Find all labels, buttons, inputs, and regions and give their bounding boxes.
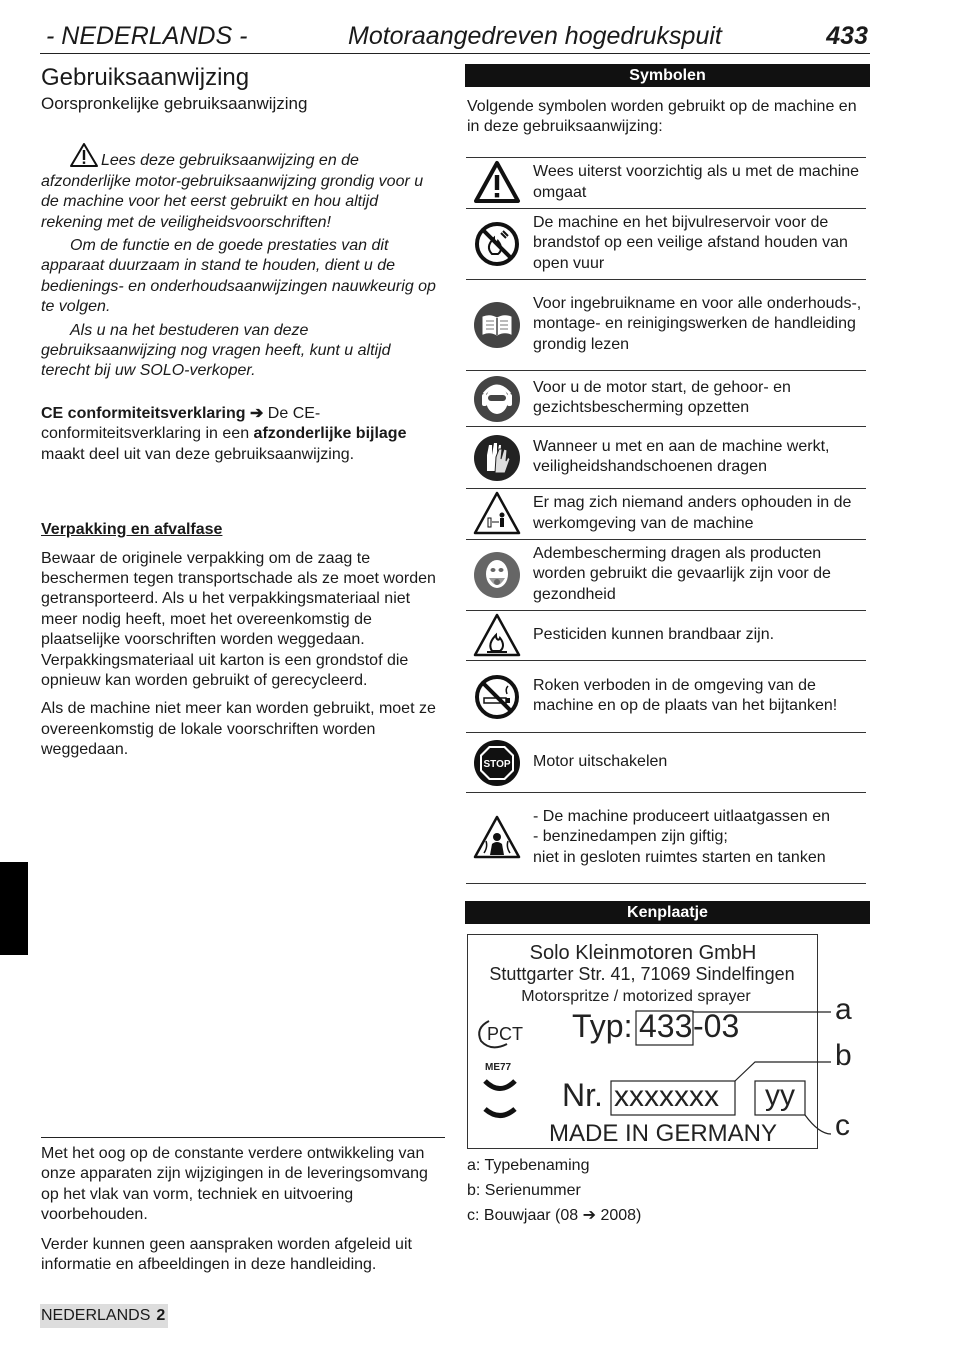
packaging-title: Verpakking en afvalfase [41, 521, 223, 539]
plate-cert-code: ME77 [485, 1062, 512, 1073]
ce-label: CE conformiteitsverklaring [41, 404, 246, 422]
safety-gloves-icon [466, 433, 528, 483]
symbol-description: Wees uiterst voorzichtig als u met de machine omgaat [533, 163, 860, 201]
header-model-number: 433 [826, 22, 868, 50]
callout-line-c [805, 1115, 831, 1134]
ce-text-1: De CE-conformiteitsverklaring in een [41, 404, 321, 443]
symbol-row [466, 209, 866, 280]
warning-triangle-icon [466, 158, 528, 208]
symbol-description: Roken verboden in de omgeving van de machine en op de plaats van het bijtanken! [533, 676, 838, 714]
pct-cert-icon [479, 1021, 523, 1047]
safety-notice [41, 142, 436, 233]
plate-serial: xxxxxxx [614, 1080, 719, 1113]
symbol-description: De machine en het bijvulreservoir voor de brandstof op een veilige afstand houden van open vuur [533, 213, 848, 272]
safety-notice-text-3: Als u na het bestuderen van deze gebruiksaanwijzing nog vragen heeft, kunt u altijd terecht bij uw SOLO-verkoper. [41, 321, 391, 380]
symbol-row [466, 661, 866, 733]
ear-face-protection-icon [466, 374, 528, 424]
legend-item: a: Typebenaming [467, 1157, 590, 1174]
ce-bold-text: afzonderlijke bijlage [253, 425, 407, 443]
keep-distance-icon [466, 489, 528, 539]
toxic-fumes-icon [466, 813, 528, 863]
symbol-row [466, 611, 866, 661]
symbol-description: Wanneer u met en aan de machine werkt, veiligheidshandschoenen dragen [533, 437, 830, 475]
left-column [41, 64, 436, 761]
symbol-row [466, 733, 866, 793]
symbol-description: Voor ingebruikname en voor alle onderhouds-, montage- en reinigingswerken de handleiding grondig lezen [533, 294, 862, 353]
page-header [40, 22, 870, 54]
symbol-description: Pesticiden kunnen brandbaar zijn. [533, 625, 775, 643]
nameplate-drawing [467, 934, 867, 1154]
flammable-icon [466, 611, 528, 661]
stop-label: STOP [483, 758, 511, 770]
header-language: - NEDERLANDS - [46, 22, 248, 50]
section-heading: Gebruiksaanwijzing [41, 64, 250, 91]
packaging-paragraph-1: Bewaar de originele verpakking om de zaag te beschermen tegen transportschade als ze moet worden getransporteerd. Als u het verpakkingsmateriaal niet meer nodig heeft, moet het overeenkomstig de plaatselijke voorschriften worden weggedaan. Verpakkingsmateriaal uit karton is een grondstof die opnieuw kan worden gebruikt of gerecycleerd. [41, 549, 436, 689]
recycling-icon [485, 1081, 515, 1116]
symbols-section-title: Symbolen [465, 64, 870, 87]
disclaimer-paragraph-1: Met het oog op de constante verdere ontwikkeling van onze apparaten zijn wijzigingen in de leveringsomvang op het vlak van vorm, techniek en uitvoering voorbehouden. [41, 1145, 428, 1224]
footer-language: NEDERLANDS [41, 1307, 151, 1324]
disclaimer-note [41, 1137, 445, 1275]
stop-sign-icon [466, 738, 528, 788]
safety-notice-text-2: Om de functie en de goede prestaties van dit apparaat duurzaam in stand te houden, dient u de bedienings- en onderhoudsaanwijzingen nauwkeurig op te volgen. [41, 237, 436, 316]
nameplate-legend [467, 1153, 641, 1228]
no-open-flame-icon [466, 219, 528, 269]
plate-company: Solo Kleinmotoren GmbH [529, 942, 757, 964]
symbol-row [466, 158, 866, 209]
section-subheading: Oorspronkelijke gebruiksaanwijzing [41, 94, 308, 113]
ce-text-2: maakt deel uit van deze gebruiksaanwijzing. [41, 445, 355, 463]
header-title: Motoraangedreven hogedrukspuit [348, 22, 722, 50]
plate-made-in: MADE IN GERMANY [549, 1120, 778, 1147]
symbol-row [466, 793, 866, 884]
plate-product: Motorspritze / motorized sprayer [521, 988, 751, 1005]
symbol-row [466, 427, 866, 489]
symbol-row [466, 280, 866, 371]
page-footer [40, 1304, 168, 1328]
plate-cert-mark: PCT [487, 1024, 523, 1044]
footer-page-number: 2 [156, 1307, 166, 1324]
safety-notice-text-1: Lees deze gebruiksaanwijzing en de afzonderlijke motor-gebruiksaanwijzing grondig voor u de machine voor het eerst gebruikt en hou altijd rekening met de veiligheidsvoorschriften! [41, 152, 424, 231]
plate-type-label: Typ: [572, 1008, 633, 1044]
symbol-description: Adembescherming dragen als producten worden gebruikt die gevaarlijk zijn voor de gezondheid [533, 544, 831, 603]
language-tab-marker [0, 862, 28, 955]
symbol-row [466, 540, 866, 611]
respirator-icon [466, 550, 528, 600]
symbol-description: - De machine produceert uitlaatgassen en - benzinedampen zijn giftig; niet in gesloten ruimtes starten en tanken [533, 807, 831, 866]
arrow-icon: ➔ [249, 404, 264, 422]
plate-nr-label: Nr. [562, 1077, 603, 1113]
read-manual-icon [466, 300, 528, 350]
packaging-paragraph-2: Als de machine niet meer kan worden gebruikt, moet ze overeenkomstig de lokale voorschriften worden weggedaan. [41, 700, 436, 759]
symbol-row [466, 371, 866, 427]
ce-declaration [41, 404, 436, 465]
symbols-intro: Volgende symbolen worden gebruikt op de machine en in deze gebruiksaanwijzing: [467, 98, 857, 136]
plate-year: yy [765, 1079, 795, 1112]
symbol-description: Er mag zich niemand anders ophouden in de werkomgeving van de machine [533, 494, 852, 532]
callout-b: b [835, 1039, 852, 1072]
plate-address: Stuttgarter Str. 41, 71069 Sindelfingen [489, 964, 795, 984]
symbol-description: Voor u de motor start, de gehoor- en gezichtsbescherming opzetten [533, 378, 791, 416]
legend-item: c: Bouwjaar (08 ➔ 2008) [467, 1207, 642, 1224]
legend-item: b: Serienummer [467, 1182, 581, 1199]
plate-type-value: 433 [639, 1008, 693, 1044]
warning-triangle-icon [69, 142, 99, 168]
callout-c: c [835, 1109, 850, 1142]
plate-type-suffix: -03 [693, 1008, 740, 1044]
disclaimer-paragraph-2: Verder kunnen geen aanspraken worden afgeleid uit informatie en afbeeldingen in deze handleiding. [41, 1235, 412, 1274]
callout-a: a [835, 993, 852, 1026]
symbols-table [466, 157, 866, 884]
nameplate-section-title: Kenplaatje [465, 901, 870, 924]
symbol-row [466, 489, 866, 540]
symbol-description: Motor uitschakelen [533, 752, 668, 770]
no-smoking-icon [466, 672, 528, 722]
